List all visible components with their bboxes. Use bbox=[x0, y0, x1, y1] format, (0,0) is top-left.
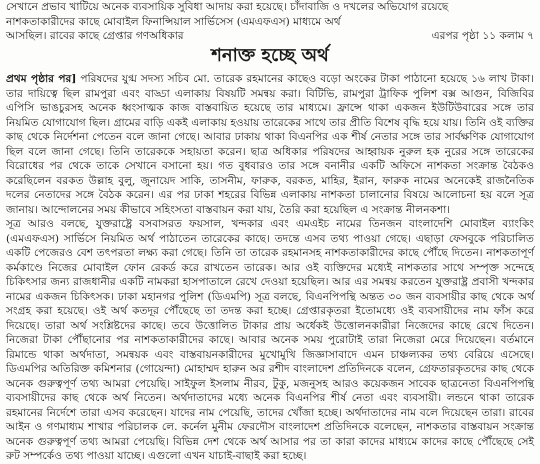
article-paragraph bbox=[6, 72, 534, 217]
article-body bbox=[6, 72, 534, 462]
previous-article-text: আসছিল। রাবের কাছে গ্রেপ্তার গণঅধিকার bbox=[6, 30, 184, 42]
article-paragraph: সূত্র আরও বলছে, যুক্তরাষ্ট্রে বসবাসরত ফয়সাল, খন্দকার এবং এমএইচ নামের তিনজন বাংলাদেশি মোবাইল ব্যাংকিং (এমএফএস) সার্ভিসে নিয়মিত অর্থ পাঠাতেন তারেকের কাছে। তদন্তে এসব তথ্য পাওয়া গেছে। এছাড়া ফেসবুকে পরিচালিত একটি পেজেরও বেশ তৎপরতা লক্ষ্য করা গেছে। তিনি তা তারেক রহমানসহ নাশকতাকারীদের কাছে পৌঁছে দিতেন। নাশকতাপূর্ণ কর্মকাণ্ডে নিজের মোবাইল ফোন রেকর্ড করে রাখতেন তারেক। আর ওই ব্যক্তিদের মধ্যেই নাশকতার সাথে সম্পৃক্ত সন্দেহে চিকিৎসার জন্য রাজধানীর একটি নামকরা হাসপাতালে রেখে দেওয়া হয়েছিল। আর এর সমন্বয় করতেন যুক্তরাষ্ট্র প্রবাসী খন্দকার নামের একজন চিকিৎসক। ঢাকা মহানগর পুলিশ (ডিএমপি) সূত্র বলছে, বিএনপিপন্থি অন্তত ৩০ জন ব্যবসায়ীর কাছ থেকে অর্থ সংগ্রহ করা হয়েছে। ওই অর্থ কতদূর পৌঁছেছে তা তদন্ত করা হচ্ছে। গ্রেপ্তারকৃতরা ইতোমধ্যে ওই ব্যবসায়ীদের নাম ফাঁস করে দিয়েছে। তারা অর্থ সংশ্লিষ্টদের কাছে। তবে উত্তোলিত টাকার প্রায় অর্ধেকই উত্তোলনকারীরা নিজেদের কাছে রেখে দিতেন। নিজেরা টাকা পৌঁছানোর পর নাশকতাকারীদের কাছে। আবার অনেক সময় পুরোটাই তারা নিজেরা মেরে দিয়েছেন। বর্তমানে রিমান্ডে থাকা অর্থদাতা, সমন্বয়ক এবং বাস্তবায়নকারীদের মুখোমুখি জিজ্ঞাসাবাদে এমন চাঞ্চল্যকর তথ্য বেরিয়ে এসেছে। ডিএমপির অতিরিক্ত কমিশনার (গোয়েন্দা) মোহাম্মদ হারুন অর রশীদ বাংলাদেশ প্রতিদিনকে বলেন, গ্রেফতারকৃতদের কাছ থেকে অনেক গুরুত্বপূর্ণ তথ্য আমরা পেয়েছি। সাইফুল ইসলাম নীরব, টুকু, মজনুসহ আরও কয়েকজন সাবেক ছাত্রনেতা বিএনপিপন্থি ব্যবসায়ীদের কাছ থেকে অর্থ নিতেন। অর্থদাতাদের মধ্যে অনেক বিএনপির শীর্ষ নেতা এবং ব্যবসায়ী। লন্ডনে থাকা তারেক রহমানের নির্দেশে তারা এসব করেছেন। যাদের নাম পেয়েছি, তাদের খোঁজা হচ্ছে। অর্থদাতাদের নাম বলে দিয়েছেন তারা। রাবের আইন ও গণমাধ্যম শাখার পরিচালক লে. কর্নেল মুনীম ফেরদৌস বাংলাদেশ প্রতিদিনকে বলেছেন, নাশকতার বাস্তবায়ন সংক্রান্ত অনেক গুরুত্বপূর্ণ তথ্য আমরা পেয়েছি। বিভিন্ন দেশ থেকে অর্থ আসার পর তা কারা কাদের মাধ্যমে কাদের কাছে পৌঁছেছে সেই রুট সম্পর্কেও তথ্য পাওয়া যাচ্ছে। এগুলো এখন যাচাই-বাছাই করা হচ্ছে। bbox=[6, 218, 534, 462]
continuation-note: এরপর পৃষ্ঠা ১১ কলাম ৭ bbox=[431, 30, 534, 42]
previous-article-line: সেখানে প্রভাব খাটিয়ে অনেক ব্যবসায়িক সুবিধা আদায় করা হয়েছে। চাঁদাবাজি ও দখলের অভিযোগ রয়েছে bbox=[6, 1, 449, 13]
article-headline: শনাক্ত হচ্ছে অর্থ bbox=[211, 45, 329, 66]
previous-article-line: নাশকতাকারীদের কাছে মোবাইল ফিনান্সিয়াল সার্ভিসেস (এমএফএস) মাধ্যমে অর্থ bbox=[6, 15, 341, 28]
paragraph-text: পরিষদের যুগ্ম সদস্য সচিব মো. তারেক রহমানের কাছেও বড়ো অংকের টাকা পাঠানো হয়েছে ১৬ লাখ টাকা। তার দায়িত্বে ছিল রামপুরা এবং বাড্ডা এলাকায় বিষয়টি সমন্বয় করা। বিটিভি, রামপুরা ট্রাফিক পুলিশ বক্স আগুন, বিজিবির এপিসি ভাঙচুরসহ অনেক ধ্বংসাত্মক কাজ বাস্তবায়িত হয়েছে তার মাধ্যমে। ফ্রান্সে থাকা একজন ইউটিউবারের সঙ্গে তার নিয়মিত যোগাযোগ ছিল। গ্রামের বাড়ি একই এলাকায় হওয়ায় তারেকের সাথে তার প্রীতি বিশেষ বৃদ্ধি হয়ে যায়। তিনি ওই ব্যক্তির কাছ থেকে নির্দেশনা পেতেন বলে জানা গেছে। আবার ঢাকায় থাকা বিএনপির এক শীর্ষ নেতার সঙ্গে তার সার্বক্ষণিক যোগাযোগ ছিল বলে জানা গেছে। তিনি তারেককে সহায়তা করেন। ছাত্র অধিকার পরিষদের আহ্বায়ক নুরুল হক নুরের সঙ্গে তারেকের বিরোধের পর থেকে তাকে সেখানে বসানো হয়। গত বুধবারও তার সঙ্গে বনানীর একটি অফিসে নাশকতা সংক্রান্ত বৈঠকও করেছিলেন বরকত উল্লাহ বুলু, জুনায়েদ সাকি, তাসনীম, ফারুক, বরকত, মাহির, ইরান, ফারুক নামের অনেকেই রাজনৈতিক দলের নেতাদের সঙ্গে বৈঠক করেন। এর পর ঢাকা শহরের বিভিন্ন এলাকায় নাশকতা চালানোর বিষয়ে আলোচনা হয় বলে সূত্র জানায়। আন্দোলনের সময় কীভাবে সহিংসতা বাস্তবায়ন করা যায়, তৈরি করা হয়েছিল এ সংক্রান্ত নীলনকশা। bbox=[6, 73, 534, 216]
previous-article-tail bbox=[0, 0, 540, 44]
continuation-lead: প্রথম পৃষ্ঠার পর] bbox=[6, 73, 77, 85]
